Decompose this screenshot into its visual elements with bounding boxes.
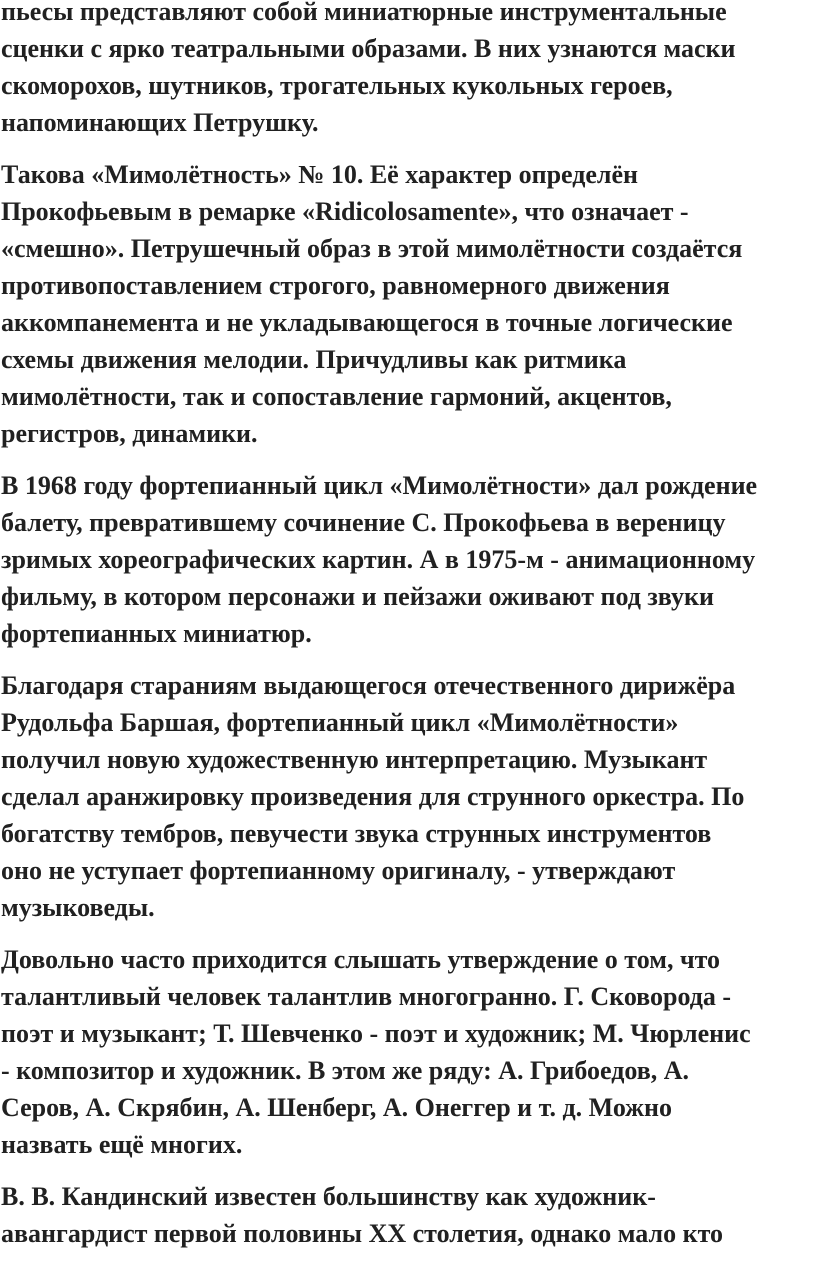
text-line: пьесы представляют собой миниатюрные инструментальные xyxy=(1,0,727,26)
text-line: скоморохов, шутников, трогательных кукольных героев, xyxy=(1,71,673,100)
text-line: фортепианных миниатюр. xyxy=(1,619,312,648)
text-line: Серов, А. Скрябин, А. Шенберг, А. Онеггер и т. д. Можно xyxy=(1,1093,673,1122)
text-line: авангардист первой половины XX столетия, однако мало кто xyxy=(1,1219,723,1248)
text-line: фильму, в котором персонажи и пейзажи оживают под звуки xyxy=(1,582,714,611)
text-line: «смешно». Петрушечный образ в этой мимолётности создаётся xyxy=(1,234,743,263)
paragraph xyxy=(1,156,813,452)
text-line: оно не уступает фортепианному оригиналу, - утверждают xyxy=(1,856,676,885)
text-line: В. В. Кандинский известен большинству как художник- xyxy=(1,1182,656,1211)
paragraph xyxy=(1,467,813,652)
text-line: - композитор и художник. В этом же ряду: А. Грибоедов, А. xyxy=(1,1056,690,1085)
document-body xyxy=(1,0,813,1252)
paragraph xyxy=(1,667,813,926)
text-line: Довольно часто приходится слышать утверждение о том, что xyxy=(1,945,721,974)
text-line: Рудольфа Баршая, фортепианный цикл «Мимолётности» xyxy=(1,708,679,737)
text-line: схемы движения мелодии. Причудливы как ритмика xyxy=(1,345,627,374)
paragraph xyxy=(1,941,813,1163)
text-line: сценки с ярко театральными образами. В них узнаются маски xyxy=(1,34,736,63)
text-line: Такова «Мимолётность» № 10. Её характер определён xyxy=(1,160,639,189)
text-line: получил новую художественную интерпретацию. Музыкант xyxy=(1,745,708,774)
text-line: аккомпанемента и не укладывающегося в точные логические xyxy=(1,308,733,337)
text-line: богатству тембров, певучести звука струнных инструментов xyxy=(1,819,712,848)
text-line: В 1968 году фортепианный цикл «Мимолётности» дал рождение xyxy=(1,471,758,500)
text-line: противопоставлением строгого, равномерного движения xyxy=(1,271,670,300)
text-line: балету, превратившему сочинение С. Прокофьева в вереницу xyxy=(1,508,726,537)
text-line: сделал аранжировку произведения для струнного оркестра. По xyxy=(1,782,745,811)
text-line: Благодаря стараниям выдающегося отечественного дирижёра xyxy=(1,671,736,700)
text-line: зримых хореографических картин. А в 1975-м - анимационному xyxy=(1,545,756,574)
text-line: Прокофьевым в ремарке «Ridicolosamente», что означает - xyxy=(1,197,689,226)
text-line: поэт и музыкант; Т. Шевченко - поэт и художник; М. Чюрленис xyxy=(1,1019,751,1048)
text-line: мимолётности, так и сопоставление гармоний, акцентов, xyxy=(1,382,672,411)
text-line: музыковеды. xyxy=(1,893,155,922)
text-line: напоминающих Петрушку. xyxy=(1,108,319,137)
paragraph xyxy=(1,1178,813,1252)
text-line: назвать ещё многих. xyxy=(1,1130,243,1159)
text-line: регистров, динамики. xyxy=(1,419,258,448)
paragraph xyxy=(1,0,813,141)
text-line: талантливый человек талантлив многогранно. Г. Сковорода - xyxy=(1,982,732,1011)
